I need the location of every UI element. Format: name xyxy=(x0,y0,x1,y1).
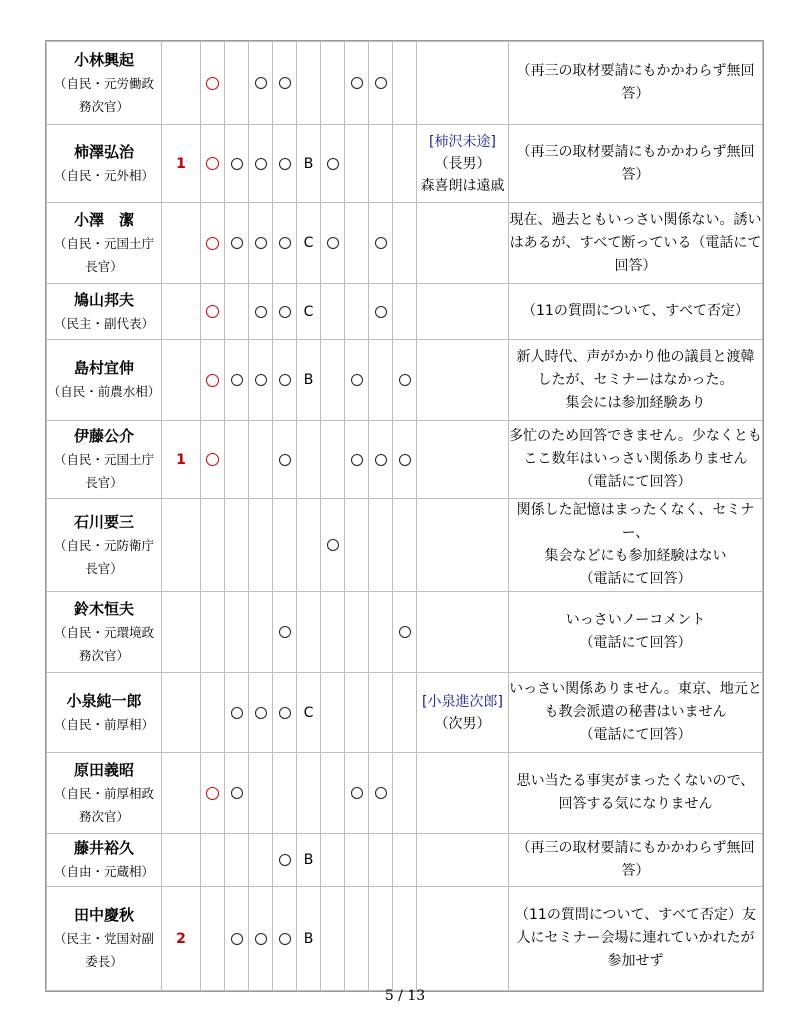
mark-cell xyxy=(297,673,320,752)
mark-cell xyxy=(225,340,248,420)
politician-cell xyxy=(47,284,161,339)
count-cell: 1 xyxy=(162,421,200,498)
mark-cell xyxy=(249,753,272,833)
mark-cell xyxy=(369,673,392,752)
circle-icon xyxy=(375,306,387,318)
mark-cell xyxy=(321,42,344,124)
relation-note: （長男） xyxy=(434,155,491,172)
grade-letter: B xyxy=(303,930,314,947)
comment-line: 参加せず xyxy=(607,953,664,969)
mark-cell xyxy=(273,421,296,498)
red-mark-cell xyxy=(201,421,224,498)
circle-icon xyxy=(231,237,243,249)
comment-line: 人にセミナー会場に連れていかれたが xyxy=(516,930,755,946)
circle-icon xyxy=(279,77,291,89)
circle-icon xyxy=(255,77,267,89)
comment-cell xyxy=(509,753,762,833)
mark-cell xyxy=(369,125,392,202)
comment-line: 答） xyxy=(621,166,650,183)
comment-line: 新人時代、声がかかり他の議員と渡韓 xyxy=(516,348,755,365)
count-cell xyxy=(162,284,200,339)
count-cell xyxy=(162,499,200,591)
relation-cell xyxy=(417,887,508,990)
mark-cell xyxy=(225,125,248,202)
comment-line: （再三の取材要請にもかかわらず無回 xyxy=(516,143,755,160)
table-row xyxy=(47,203,762,283)
circle-icon xyxy=(231,787,243,799)
mark-cell xyxy=(369,284,392,339)
politician-cell xyxy=(47,340,161,420)
red-mark-cell xyxy=(201,673,224,752)
mark-cell xyxy=(297,887,320,990)
relation-cell xyxy=(417,125,508,202)
mark-cell xyxy=(345,421,368,498)
affiliation-line: （民主・副代表） xyxy=(53,315,154,331)
mark-cell xyxy=(345,592,368,672)
mark-cell xyxy=(249,125,272,202)
comment-line: 多忙のため回答できません。少なくとも xyxy=(509,428,762,444)
comment-line: 答） xyxy=(621,86,650,102)
mark-cell xyxy=(393,753,416,833)
relative-name: [柿沢未途] xyxy=(429,133,496,150)
comment-cell xyxy=(509,340,762,420)
mark-cell xyxy=(297,284,320,339)
mark-cell xyxy=(345,42,368,124)
circle-icon xyxy=(351,374,363,386)
red-circle-icon xyxy=(206,374,219,387)
red-circle-icon xyxy=(206,305,219,318)
circle-icon xyxy=(327,158,339,170)
mark-cell xyxy=(369,421,392,498)
relation-note: （次男） xyxy=(434,715,491,732)
relation-cell xyxy=(417,421,508,498)
politician-cell xyxy=(47,421,161,498)
comment-cell xyxy=(509,673,762,752)
mark-cell xyxy=(369,753,392,833)
circle-icon xyxy=(279,626,291,638)
circle-icon xyxy=(279,158,291,170)
politician-name: 鳩山邦夫 xyxy=(73,290,134,309)
circle-icon xyxy=(231,158,243,170)
red-mark-cell xyxy=(201,203,224,283)
affiliation-line: 長官） xyxy=(85,258,123,274)
circle-icon xyxy=(279,237,291,249)
comment-line: 回答） xyxy=(614,257,657,274)
mark-cell xyxy=(273,834,296,886)
mark-cell xyxy=(297,421,320,498)
circle-icon xyxy=(279,374,291,386)
mark-cell xyxy=(297,203,320,283)
red-circle-icon xyxy=(206,787,219,800)
circle-icon xyxy=(255,374,267,386)
comment-line: （11の質問について、すべて否定）友 xyxy=(515,907,756,923)
circle-icon xyxy=(279,933,291,945)
comment-line: （電話にて回答） xyxy=(579,571,692,587)
mark-cell xyxy=(345,284,368,339)
comment-cell xyxy=(509,125,762,202)
mark-cell xyxy=(249,203,272,283)
affiliation-line: 務次官） xyxy=(78,647,129,663)
comment-line: も教会派遣の秘書はいません xyxy=(544,704,727,720)
mark-cell xyxy=(273,284,296,339)
comment-line: （電話にて回答） xyxy=(579,474,692,490)
mark-cell xyxy=(225,499,248,591)
table-row xyxy=(47,340,762,420)
affiliation-line: （自民・元防衛庁 xyxy=(53,537,154,553)
politician-name: 島村宜伸 xyxy=(73,359,134,377)
circle-icon xyxy=(351,77,363,89)
table-row xyxy=(47,753,762,833)
mark-cell xyxy=(273,42,296,124)
politician-name: 小林興起 xyxy=(73,50,134,69)
red-mark-cell xyxy=(201,42,224,124)
circle-icon xyxy=(255,237,267,249)
mark-cell xyxy=(273,887,296,990)
politician-cell xyxy=(47,673,161,752)
affiliation-line: 務次官） xyxy=(78,98,129,114)
comment-line: 思い当たる事実がまったくないので、 xyxy=(516,773,755,789)
politician-name: 田中慶秋 xyxy=(73,906,134,924)
mark-cell xyxy=(393,499,416,591)
affiliation-line: （自民・元労働政 xyxy=(53,75,154,91)
table-body xyxy=(47,42,762,990)
circle-icon xyxy=(375,77,387,89)
mark-cell xyxy=(273,203,296,283)
mark-cell xyxy=(393,592,416,672)
mark-cell xyxy=(321,834,344,886)
table-row xyxy=(47,284,762,339)
circle-icon xyxy=(255,933,267,945)
count-cell xyxy=(162,42,200,124)
comment-line: ここ数年はいっさい関係ありません xyxy=(523,451,748,467)
mark-cell xyxy=(225,284,248,339)
relation-cell xyxy=(417,592,508,672)
mark-cell xyxy=(321,499,344,591)
table-row xyxy=(47,42,762,124)
affiliation-line: （自民・前厚相） xyxy=(53,716,154,732)
mark-cell xyxy=(225,834,248,886)
circle-icon xyxy=(375,237,387,249)
mark-cell xyxy=(393,834,416,886)
mark-cell xyxy=(345,499,368,591)
table-row xyxy=(47,125,762,202)
mark-cell xyxy=(297,42,320,124)
politician-name: 小澤 潔 xyxy=(73,210,134,229)
mark-cell xyxy=(345,673,368,752)
mark-cell xyxy=(393,125,416,202)
mark-cell xyxy=(345,887,368,990)
affiliation-line: 長官） xyxy=(85,560,123,576)
mark-cell xyxy=(297,499,320,591)
circle-icon xyxy=(279,454,291,466)
count-cell xyxy=(162,592,200,672)
mark-cell xyxy=(393,421,416,498)
affiliation-line: （自由・元蔵相） xyxy=(53,864,154,879)
table-row xyxy=(47,673,762,752)
politician-table xyxy=(45,40,764,992)
mark-cell xyxy=(225,592,248,672)
mark-cell xyxy=(321,421,344,498)
table-row xyxy=(47,887,762,990)
page-number: 5 / 13 xyxy=(384,988,426,1004)
mark-cell xyxy=(369,203,392,283)
relation-cell xyxy=(417,42,508,124)
mark-cell xyxy=(321,673,344,752)
mark-cell xyxy=(345,834,368,886)
mark-cell xyxy=(321,592,344,672)
politician-name: 石川要三 xyxy=(73,512,134,531)
grade-letter: C xyxy=(303,704,314,721)
mark-cell xyxy=(345,125,368,202)
affiliation-line: （自民・元外相） xyxy=(53,167,154,183)
politician-cell xyxy=(47,42,161,124)
mark-cell xyxy=(321,887,344,990)
comment-cell xyxy=(509,421,762,498)
affiliation-line: （自民・元環境政 xyxy=(53,624,154,640)
comment-line: 関係した記憶はまったくなく、セミナー、 xyxy=(516,502,755,541)
relative-name: [小泉進次郎] xyxy=(422,693,503,710)
mark-cell xyxy=(369,340,392,420)
table-row xyxy=(47,834,762,886)
politician-cell xyxy=(47,834,161,886)
table-row xyxy=(47,499,762,591)
mark-cell xyxy=(273,340,296,420)
comment-line: （11の質問について、すべて否定） xyxy=(522,303,749,319)
mark-cell xyxy=(321,203,344,283)
comment-line: 回答する気になりません xyxy=(558,796,713,812)
mark-cell xyxy=(249,887,272,990)
red-mark-cell xyxy=(201,887,224,990)
mark-cell xyxy=(345,753,368,833)
circle-icon xyxy=(399,626,411,638)
mark-cell xyxy=(393,203,416,283)
politician-cell xyxy=(47,592,161,672)
mark-cell xyxy=(321,340,344,420)
affiliation-line: 長官） xyxy=(85,475,123,490)
circle-icon xyxy=(327,539,339,551)
mark-cell xyxy=(273,673,296,752)
red-mark-cell xyxy=(201,499,224,591)
comment-line: （電話にて回答） xyxy=(579,635,692,651)
relation-cell xyxy=(417,753,508,833)
count-cell xyxy=(162,753,200,833)
politician-name: 伊藤公介 xyxy=(73,427,134,445)
politician-cell xyxy=(47,125,161,202)
mark-cell xyxy=(249,592,272,672)
mark-cell xyxy=(249,42,272,124)
mark-cell xyxy=(249,499,272,591)
relation-cell xyxy=(417,203,508,283)
mark-cell xyxy=(273,753,296,833)
red-mark-cell xyxy=(201,125,224,202)
comment-line: （再三の取材要請にもかかわらず無回 xyxy=(516,840,755,856)
grade-letter: B xyxy=(303,852,314,868)
comment-cell xyxy=(509,42,762,124)
mark-cell xyxy=(249,673,272,752)
mark-cell xyxy=(297,753,320,833)
politician-name: 小泉純一郎 xyxy=(66,691,142,710)
comment-line: 集会には参加経験あり xyxy=(565,394,706,411)
mark-cell xyxy=(273,592,296,672)
mark-cell xyxy=(249,284,272,339)
comment-cell xyxy=(509,284,762,339)
comment-line: （電話にて回答） xyxy=(579,727,692,743)
mark-cell xyxy=(249,421,272,498)
circle-icon xyxy=(399,454,411,466)
mark-cell xyxy=(225,42,248,124)
mark-cell xyxy=(297,125,320,202)
mark-cell xyxy=(225,753,248,833)
mark-cell xyxy=(393,42,416,124)
mark-cell xyxy=(369,42,392,124)
red-mark-cell xyxy=(201,284,224,339)
mark-cell xyxy=(273,125,296,202)
politician-cell xyxy=(47,203,161,283)
circle-icon xyxy=(279,707,291,719)
count-cell xyxy=(162,834,200,886)
comment-cell xyxy=(509,203,762,283)
circle-icon xyxy=(231,933,243,945)
mark-cell xyxy=(249,340,272,420)
count-cell xyxy=(162,673,200,752)
count-cell: 1 xyxy=(162,125,200,202)
circle-icon xyxy=(231,707,243,719)
comment-cell xyxy=(509,499,762,591)
mark-cell xyxy=(345,340,368,420)
affiliation-line: 委長） xyxy=(85,954,123,969)
comment-cell xyxy=(509,887,762,990)
mark-cell xyxy=(345,203,368,283)
red-mark-cell xyxy=(201,753,224,833)
politician-name: 鈴木恒夫 xyxy=(73,599,134,618)
politician-name: 藤井裕久 xyxy=(73,839,134,857)
red-circle-icon xyxy=(206,453,219,466)
affiliation-line: 務次官） xyxy=(78,808,129,824)
comment-cell xyxy=(509,834,762,886)
grade-letter: C xyxy=(303,235,314,251)
comment-cell xyxy=(509,592,762,672)
mark-cell xyxy=(369,887,392,990)
circle-icon xyxy=(375,454,387,466)
red-circle-icon xyxy=(206,157,219,170)
mark-cell xyxy=(369,834,392,886)
red-mark-cell xyxy=(201,592,224,672)
count-cell xyxy=(162,203,200,283)
mark-cell xyxy=(393,887,416,990)
circle-icon xyxy=(351,787,363,799)
comment-line: いっさい関係ありません。東京、地元と xyxy=(509,681,762,697)
circle-icon xyxy=(399,374,411,386)
politician-name: 原田義昭 xyxy=(73,760,134,779)
circle-icon xyxy=(327,237,339,249)
relation-note: 森喜朗は遠戚 xyxy=(420,177,505,194)
circle-icon xyxy=(375,787,387,799)
comment-line: 答） xyxy=(621,863,650,879)
comment-line: いっさいノーコメント xyxy=(565,612,706,628)
comment-line: （再三の取材要請にもかかわらず無回 xyxy=(516,63,755,79)
mark-cell xyxy=(225,673,248,752)
grade-letter: B xyxy=(303,155,314,172)
mark-cell xyxy=(369,592,392,672)
circle-icon xyxy=(255,707,267,719)
affiliation-line: （自民・元国土庁 xyxy=(53,235,154,251)
relation-cell xyxy=(417,499,508,591)
relation-cell xyxy=(417,340,508,420)
grade-letter: C xyxy=(303,303,314,320)
grade-letter: B xyxy=(303,372,314,388)
mark-cell xyxy=(393,673,416,752)
red-mark-cell xyxy=(201,340,224,420)
mark-cell xyxy=(297,340,320,420)
mark-cell xyxy=(393,340,416,420)
affiliation-line: （自民・前厚相政 xyxy=(53,785,154,801)
relation-cell xyxy=(417,673,508,752)
comment-line: はあるが、すべて断っている（電話にて xyxy=(509,234,762,251)
comment-line: したが、セミナーはなかった。 xyxy=(537,371,734,388)
mark-cell xyxy=(321,753,344,833)
relation-cell xyxy=(417,284,508,339)
count-cell: 2 xyxy=(162,887,200,990)
red-mark-cell xyxy=(201,834,224,886)
politician-cell xyxy=(47,753,161,833)
red-circle-icon xyxy=(206,237,219,250)
mark-cell xyxy=(249,834,272,886)
circle-icon xyxy=(351,454,363,466)
mark-cell xyxy=(297,592,320,672)
circle-icon xyxy=(279,306,291,318)
affiliation-line: （自民・元国土庁 xyxy=(53,452,154,467)
circle-icon xyxy=(231,374,243,386)
mark-cell xyxy=(225,421,248,498)
politician-cell xyxy=(47,499,161,591)
red-circle-icon xyxy=(206,77,219,90)
mark-cell xyxy=(321,284,344,339)
politician-cell xyxy=(47,887,161,990)
mark-cell xyxy=(297,834,320,886)
circle-icon xyxy=(255,158,267,170)
mark-cell xyxy=(393,284,416,339)
mark-cell xyxy=(369,499,392,591)
circle-icon xyxy=(255,306,267,318)
table-row xyxy=(47,421,762,498)
affiliation-line: （自民・前農水相） xyxy=(47,384,161,399)
mark-cell xyxy=(225,203,248,283)
relation-cell xyxy=(417,834,508,886)
mark-cell xyxy=(321,125,344,202)
affiliation-line: （民主・党国対副 xyxy=(53,931,154,946)
comment-line: 現在、過去ともいっさい関係ない。誘い xyxy=(509,211,762,228)
circle-icon xyxy=(279,854,291,866)
mark-cell xyxy=(273,499,296,591)
politician-name: 柿澤弘治 xyxy=(73,142,134,161)
count-cell xyxy=(162,340,200,420)
table-row xyxy=(47,592,762,672)
comment-line: 集会などにも参加経験はない xyxy=(544,548,727,564)
mark-cell xyxy=(225,887,248,990)
